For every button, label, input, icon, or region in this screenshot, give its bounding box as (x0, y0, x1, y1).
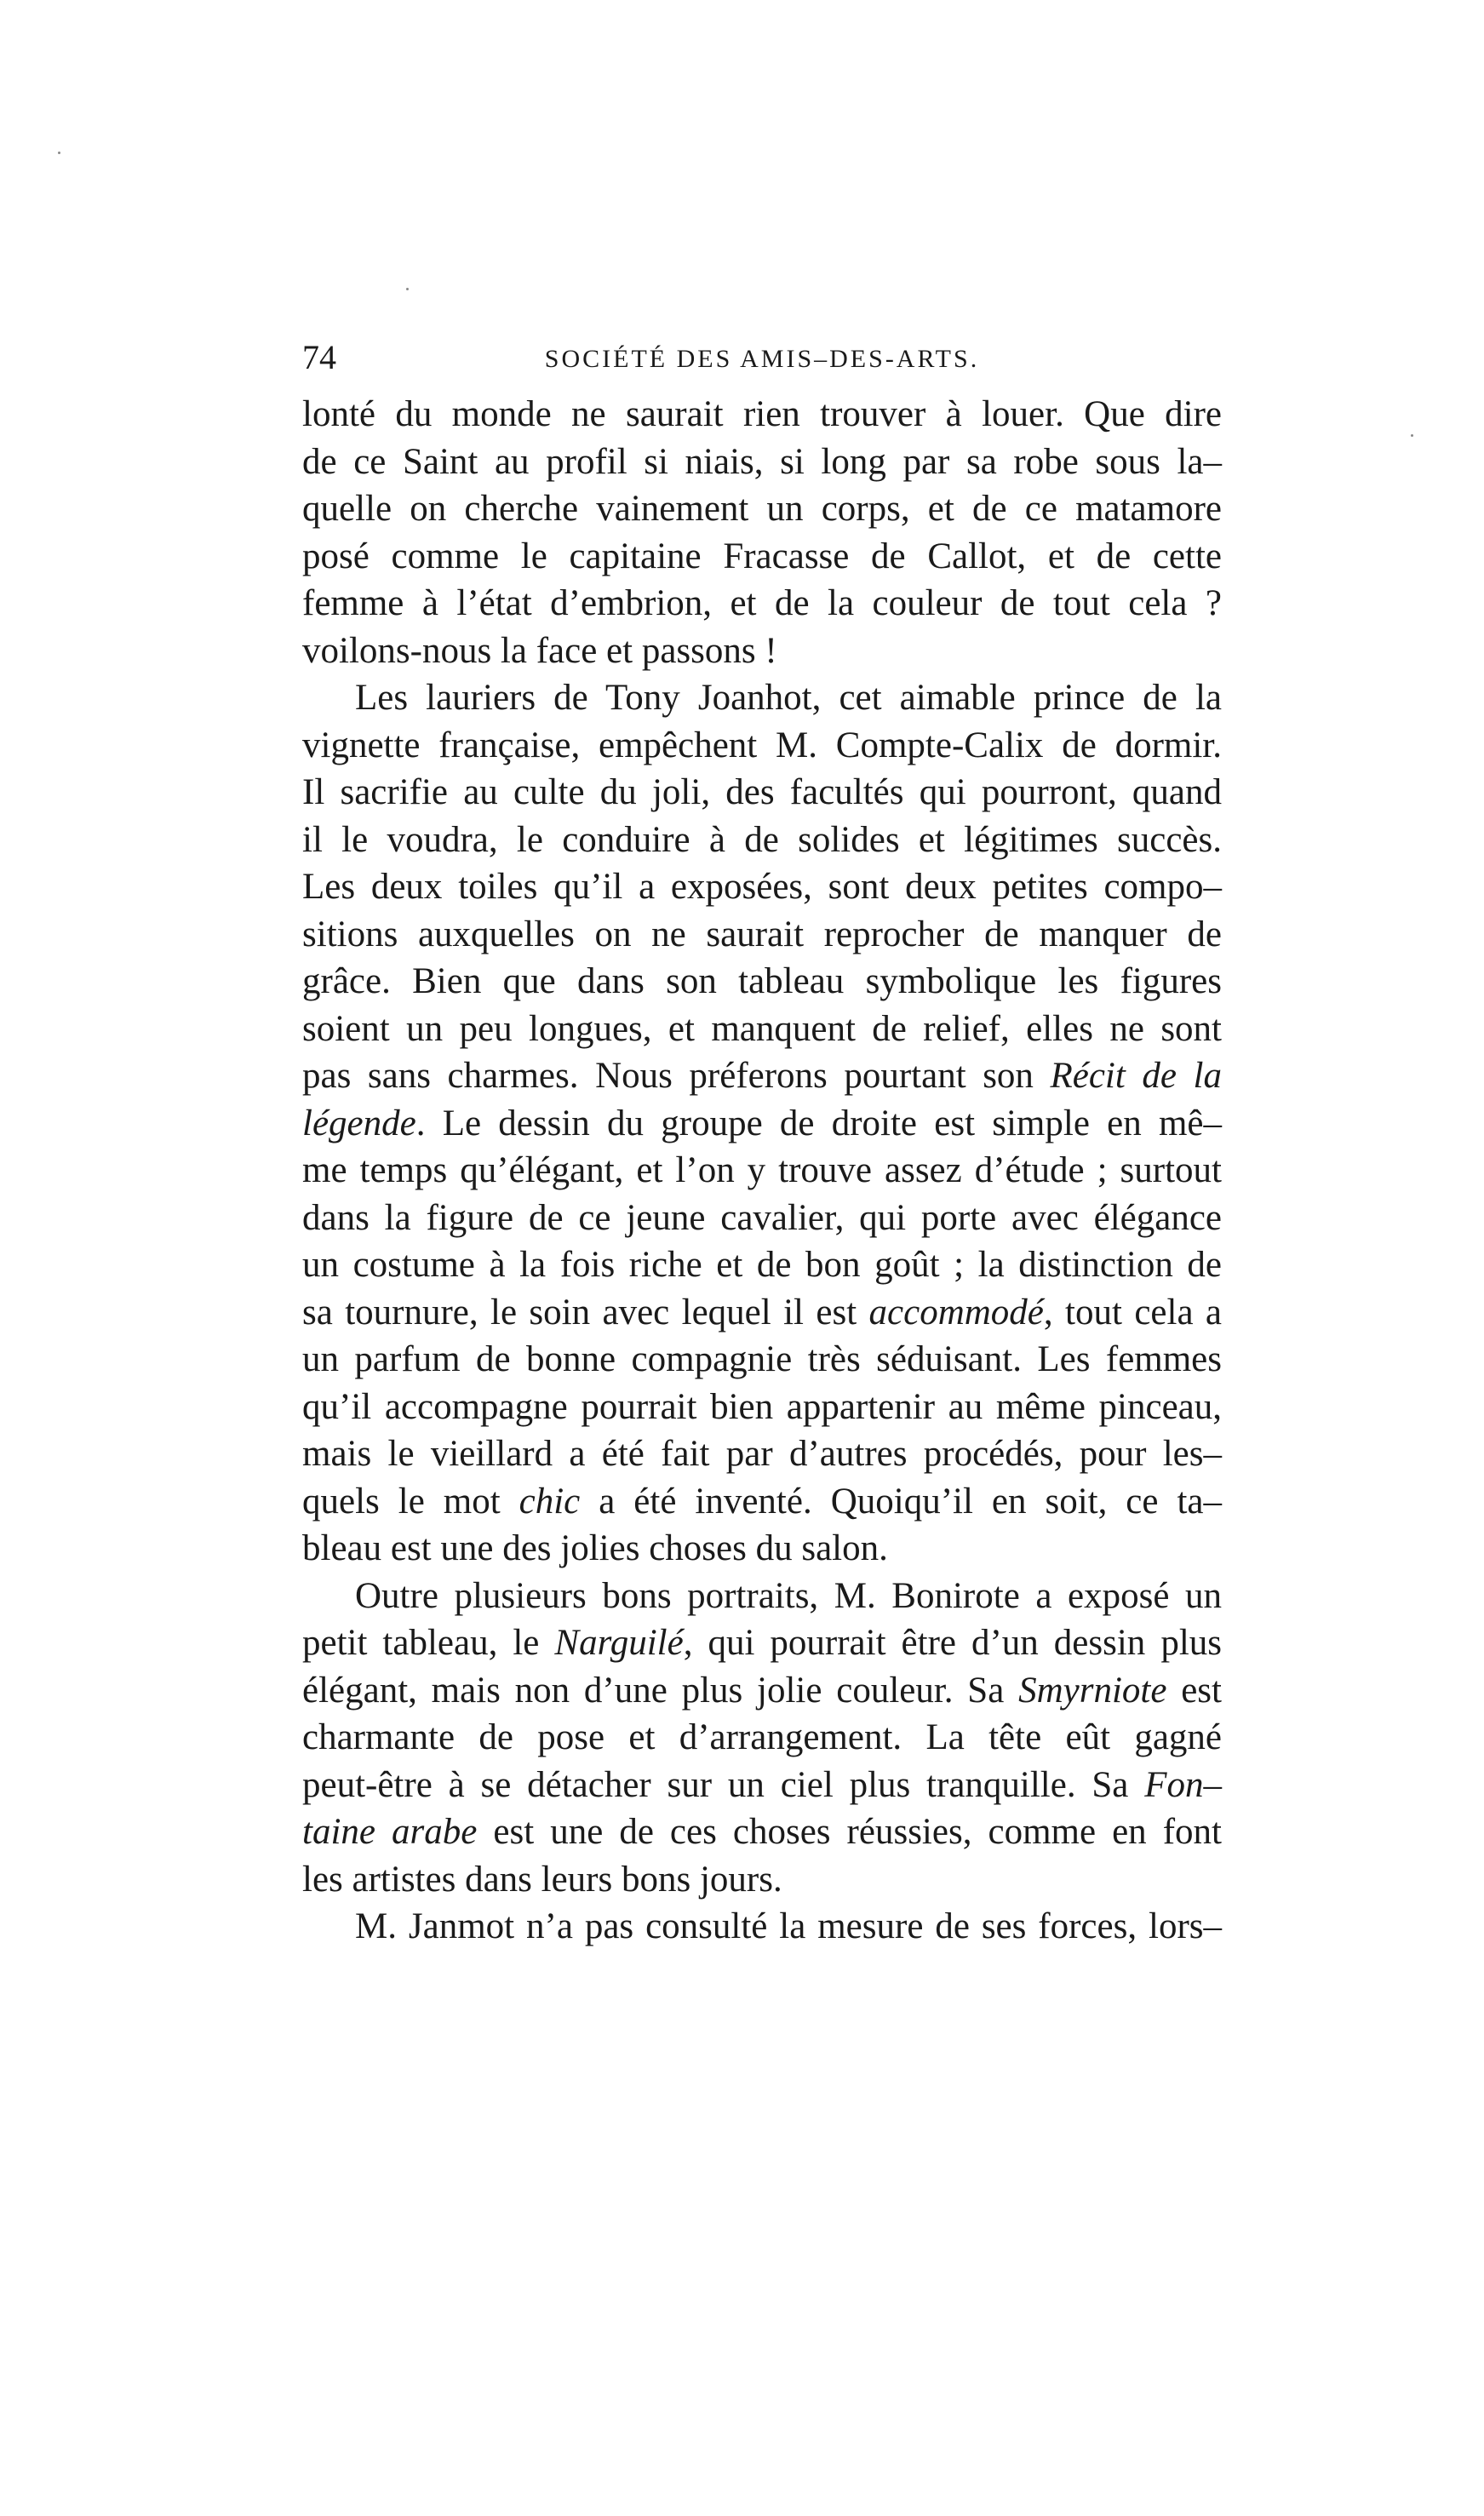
text-line (302, 1478, 1222, 1526)
text-line (302, 1100, 1222, 1148)
text-run: a été inventé. Quoiqu’il en soit, ce ta– (580, 1481, 1222, 1522)
text-line: Les deux toiles qu’il a exposées, sont deux petites compo– (302, 867, 1222, 907)
text-line: charmante de pose et d’arrangement. La tête eût gagné (302, 1717, 1222, 1757)
text-line (302, 1667, 1222, 1715)
text-line: un parfum de bonne compagnie très séduisant. Les femmes (302, 1339, 1222, 1379)
text-line: posé comme le capitaine Fracasse de Callot, et de cette (302, 536, 1222, 576)
emphasis-word: accommodé (868, 1292, 1044, 1333)
artwork-title: Récit de la (1050, 1056, 1222, 1096)
text-run: sa tournure, le soin avec lequel il est (302, 1292, 869, 1333)
artwork-title: Narguilé (554, 1623, 684, 1663)
text-run: quels le mot (302, 1481, 519, 1522)
text-line (302, 1289, 1222, 1337)
book-page (302, 336, 1222, 1951)
text-line: femme à l’état d’embrion, et de la couleur de tout cela ? (302, 583, 1222, 623)
page-number: 74 (302, 338, 336, 376)
paper-speck (58, 152, 60, 154)
text-line: les artistes dans leurs bons jours. (302, 1859, 782, 1900)
text-line: mais le vieillard a été fait par d’autres procédés, pour les– (302, 1434, 1222, 1474)
text-line: bleau est une des jolies choses du salon. (302, 1528, 888, 1568)
text-run: est (1166, 1670, 1222, 1711)
artwork-title: légende (302, 1103, 416, 1143)
artwork-title: Smyrniote (1018, 1670, 1167, 1711)
text-line: me temps qu’élégant, et l’on y trouve assez d’étude ; surtout (302, 1150, 1222, 1190)
text-line: vignette française, empêchent M. Compte-Calix de dormir. (302, 725, 1222, 765)
text-line: Outre plusieurs bons portraits, M. Bonirote a exposé un (355, 1575, 1222, 1616)
text-line: qu’il accompagne pourrait bien appartenir au même pinceau, (302, 1386, 1222, 1427)
running-title: SOCIÉTÉ DES AMIS–DES-ARTS. (544, 345, 980, 373)
body-text (302, 391, 1222, 1951)
text-line (302, 1808, 1222, 1856)
text-line: lonté du monde ne saurait rien trouver à louer. Que dire (302, 394, 1222, 434)
text-line: Il sacrifie au culte du joli, des facultés qui pourront, quand (302, 772, 1222, 812)
running-header (302, 336, 1222, 379)
text-line: voilons-nous la face et passons ! (302, 630, 777, 671)
text-line: il le voudra, le conduire à de solides et légitimes succès. (302, 819, 1222, 860)
text-run: peut-être à se détacher sur un ciel plus tranquille. Sa (302, 1764, 1145, 1805)
text-run: petit tableau, le (302, 1623, 555, 1663)
text-line: M. Janmot n’a pas consulté la mesure de ses forces, lors– (355, 1906, 1222, 1946)
text-run: élégant, mais non d’une plus jolie couleur. Sa (302, 1670, 1019, 1711)
artwork-title: taine arabe (302, 1812, 478, 1852)
text-line: grâce. Bien que dans son tableau symbolique les figures (302, 961, 1222, 1001)
text-run: pas sans charmes. Nous préferons pourtant son (302, 1056, 1051, 1096)
text-line: de ce Saint au profil si niais, si long par sa robe sous la– (302, 441, 1222, 482)
text-line (302, 1052, 1222, 1100)
paper-speck (1411, 434, 1413, 437)
text-line: dans la figure de ce jeune cavalier, qui porte avec élégance (302, 1197, 1222, 1238)
text-line: sitions auxquelles on ne saurait reprocher de manquer de (302, 914, 1222, 954)
text-run: est une de ces choses réussies, comme en font (477, 1812, 1222, 1852)
text-run: . Le dessin du groupe de droite est simple en mê– (415, 1103, 1222, 1143)
text-line (302, 1762, 1222, 1809)
text-run: , qui pourrait être d’un dessin plus (683, 1623, 1222, 1663)
emphasis-word: chic (519, 1481, 581, 1522)
text-line: soient un peu longues, et manquent de relief, elles ne sont (302, 1008, 1222, 1049)
text-run: , tout cela a (1043, 1292, 1222, 1333)
artwork-title: Fon– (1144, 1764, 1222, 1805)
paper-speck (406, 288, 409, 290)
text-line: quelle on cherche vainement un corps, et de ce matamore (302, 489, 1222, 529)
text-line: Les lauriers de Tony Joanhot, cet aimable prince de la (355, 678, 1222, 718)
text-line: un costume à la fois riche et de bon goût ; la distinction de (302, 1245, 1222, 1285)
text-line (302, 1619, 1222, 1667)
